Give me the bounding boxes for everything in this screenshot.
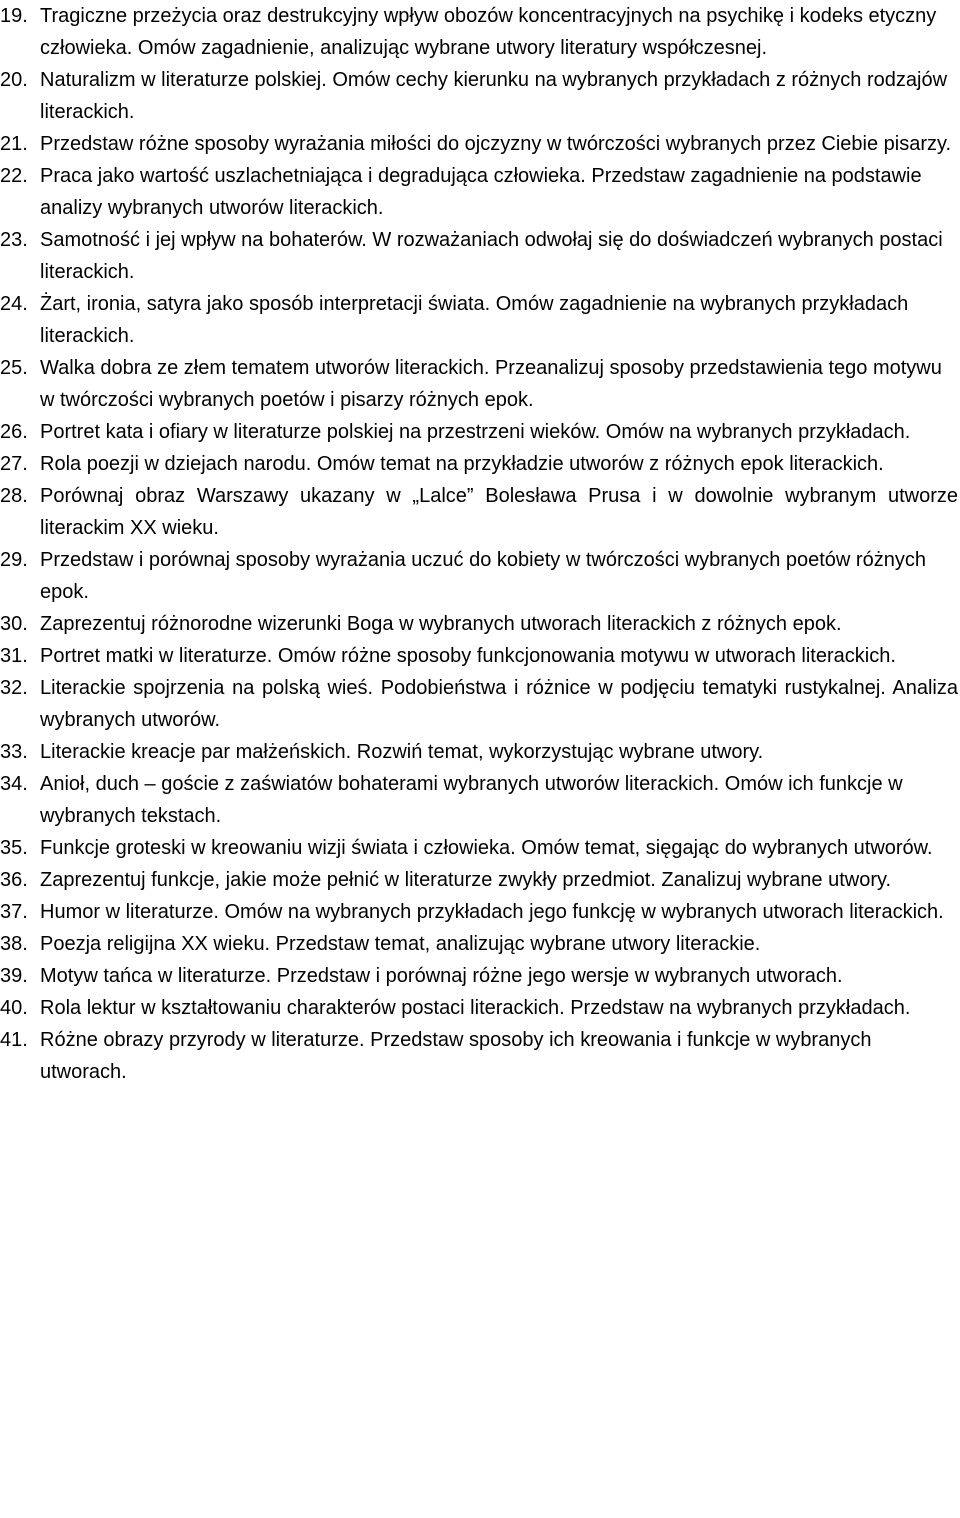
list-item-text: Przedstaw różne sposoby wyrażania miłości do ojczyzny w twórczości wybranych przez Ciebie pisarzy. [40,133,952,155]
list-item-number: 33. [0,741,28,763]
list-item-number: 25. [0,357,28,379]
list-item-number: 39. [0,965,28,987]
list-item-number: 36. [0,869,28,891]
list-item-number: 37. [0,901,28,923]
list-item-text: Porównaj obraz Warszawy ukazany w „Lalce” Bolesława Prusa i w dowolnie wybranym utworze literackim XX wieku. [40,485,958,539]
list-item-text: Zaprezentuj różnorodne wizerunki Boga w wybranych utworach literackich z różnych epok. [40,613,842,635]
list-item-text: Literackie spojrzenia na polską wieś. Podobieństwa i różnice w podjęciu tematyki rustykalnej. Analiza wybranych utworów. [40,677,958,731]
list-item [0,160,960,224]
list-item-text: Różne obrazy przyrody w literaturze. Przedstaw sposoby ich kreowania i funkcje w wybranych utworach. [40,1029,872,1083]
list-item [0,864,960,896]
list-item-number: 30. [0,613,28,635]
list-item-text: Praca jako wartość uszlachetniająca i degradująca człowieka. Przedstaw zagadnienie na podstawie analizy wybranych utworów literackich. [40,165,922,219]
list-item-number: 38. [0,933,28,955]
list-item-text: Portret kata i ofiary w literaturze polskiej na przestrzeni wieków. Omów na wybranych przykładach. [40,421,911,443]
list-item-text: Anioł, duch – goście z zaświatów bohaterami wybranych utworów literackich. Omów ich funkcje w wybranych tekstach. [40,773,903,827]
list-item-text: Humor w literaturze. Omów na wybranych przykładach jego funkcję w wybranych utworach literackich. [40,901,944,923]
list-item [0,416,960,448]
list-item [0,992,960,1024]
list-item-text: Motyw tańca w literaturze. Przedstaw i porównaj różne jego wersje w wybranych utworach. [40,965,843,987]
list-item [0,672,960,736]
list-item [0,544,960,608]
list-item [0,224,960,288]
list-item-text: Literackie kreacje par małżeńskich. Rozwiń temat, wykorzystując wybrane utwory. [40,741,764,763]
list-item-number: 24. [0,293,28,315]
list-item-number: 21. [0,133,28,155]
list-item-text: Zaprezentuj funkcje, jakie może pełnić w literaturze zwykły przedmiot. Zanalizuj wybrane utwory. [40,869,892,891]
list-item [0,0,960,64]
list-item-number: 22. [0,165,28,187]
list-item [0,960,960,992]
list-item-number: 26. [0,421,28,443]
list-item-number: 29. [0,549,28,571]
list-item-number: 27. [0,453,28,475]
list-item [0,608,960,640]
list-item [0,928,960,960]
list-item [0,1024,960,1088]
list-item-number: 34. [0,773,28,795]
list-item [0,832,960,864]
list-item-text: Poezja religijna XX wieku. Przedstaw temat, analizując wybrane utwory literackie. [40,933,761,955]
list-item [0,480,960,544]
list-item-number: 23. [0,229,28,251]
list-item [0,448,960,480]
list-item-text: Walka dobra ze złem tematem utworów literackich. Przeanalizuj sposoby przedstawienia tego motywu w twórczości wybranych poetów i pisarzy różnych epok. [40,357,942,411]
list-item-text: Naturalizm w literaturze polskiej. Omów cechy kierunku na wybranych przykładach z różnych rodzajów literackich. [40,69,948,123]
list-item-text: Przedstaw i porównaj sposoby wyrażania uczuć do kobiety w twórczości wybranych poetów różnych epok. [40,549,926,603]
list-item-text: Tragiczne przeżycia oraz destrukcyjny wpływ obozów koncentracyjnych na psychikę i kodeks etyczny człowieka. Omów zagadnienie, analizując wybrane utwory literatury współczesnej. [40,5,937,59]
list-item [0,768,960,832]
list-item-number: 28. [0,485,28,507]
list-item-text: Rola poezji w dziejach narodu. Omów temat na przykładzie utworów z różnych epok literackich. [40,453,884,475]
list-item-number: 19. [0,5,28,27]
list-item-number: 40. [0,997,28,1019]
list-item [0,736,960,768]
list-item-number: 32. [0,677,28,699]
list-item-text: Funkcje groteski w kreowaniu wizji świata i człowieka. Omów temat, sięgając do wybranych utworów. [40,837,933,859]
list-item-text: Żart, ironia, satyra jako sposób interpretacji świata. Omów zagadnienie na wybranych przykładach literackich. [40,293,909,347]
list-item [0,640,960,672]
list-item [0,128,960,160]
list-item [0,64,960,128]
list-item-number: 41. [0,1029,28,1051]
list-item [0,896,960,928]
list-item-number: 20. [0,69,28,91]
list-item-text: Samotność i jej wpływ na bohaterów. W rozważaniach odwołaj się do doświadczeń wybranych postaci literackich. [40,229,943,283]
list-item [0,288,960,352]
list-item-number: 35. [0,837,28,859]
list-item-number: 31. [0,645,28,667]
list-item-text: Rola lektur w kształtowaniu charakterów postaci literackich. Przedstaw na wybranych przykładach. [40,997,911,1019]
list-item-text: Portret matki w literaturze. Omów różne sposoby funkcjonowania motywu w utworach literackich. [40,645,896,667]
list-item [0,352,960,416]
